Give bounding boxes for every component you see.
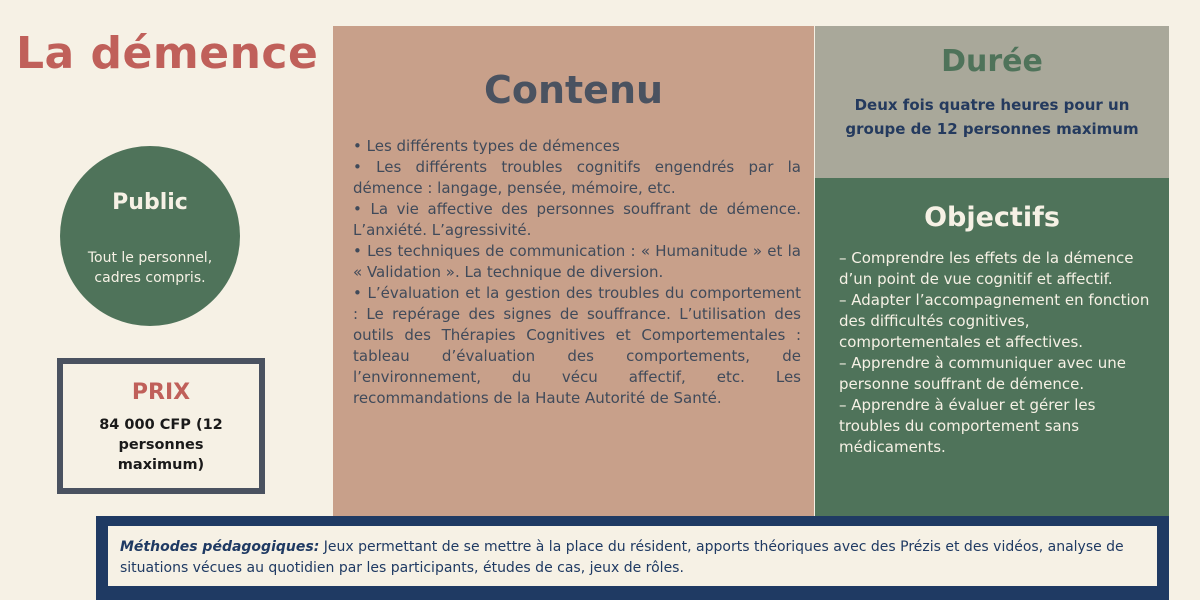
public-title: Public [112,190,188,215]
page-title: La démence [16,28,319,79]
contenu-list [353,136,801,409]
objectifs-title: Objectifs [924,202,1060,233]
duree-title: Durée [941,44,1043,79]
objectifs-panel [815,178,1169,516]
objectifs-list [839,248,1159,458]
methodes-text: Jeux permettant de se mettre à la place du résident, apports théoriques avec des Prézis et des vidéos, analyse de situations vécues au quotidien par les participants, études de cas, jeux de rôles. [120,539,1124,576]
contenu-item: • Les différents types de démences [353,137,620,155]
objectifs-item: – Apprendre à évaluer et gérer les troubles du comportement sans médicaments. [839,396,1096,456]
duree-panel [815,26,1169,178]
prix-title: PRIX [131,380,191,405]
methodes-band [96,516,1169,600]
contenu-item: • Les différents troubles cognitifs engendrés par la démence : langage, pensée, mémoire, etc. [353,158,801,197]
prix-text: 84 000 CFP (12 personnes maximum) [99,417,223,473]
duree-text: Deux fois quatre heures pour un groupe de 12 personnes maximum [845,96,1139,138]
contenu-item: • L’évaluation et la gestion des troubles du comportement : Le repérage des signes de souffrance. L’utilisation des outils des Thérapies Cognitives et Comportementales : tableau d’évaluation des comportements, de l’environnement, du vécu affectif, etc. Les recommandations de la Haute Autorité de Santé. [353,284,801,407]
prix-box [57,358,265,494]
methodes-label: Méthodes pédagogiques: [120,539,320,555]
public-text: Tout le personnel, cadres compris. [87,250,213,286]
contenu-item: • La vie affective des personnes souffrant de démence. L’anxiété. L’agressivité. [353,200,801,239]
methodes-box [108,526,1157,586]
contenu-item: • Les techniques de communication : « Humanitude » et la « Validation ». La technique de diversion. [353,242,801,281]
objectifs-item: – Comprendre les effets de la démence d’un point de vue cognitif et affectif. [839,249,1134,288]
contenu-title: Contenu [483,68,664,112]
contenu-panel [333,26,814,516]
objectifs-item: – Apprendre à communiquer avec une personne souffrant de démence. [839,354,1127,393]
public-circle [60,146,240,326]
objectifs-item: – Adapter l’accompagnement en fonction des difficultés cognitives, comportementales et affectives. [839,291,1150,351]
